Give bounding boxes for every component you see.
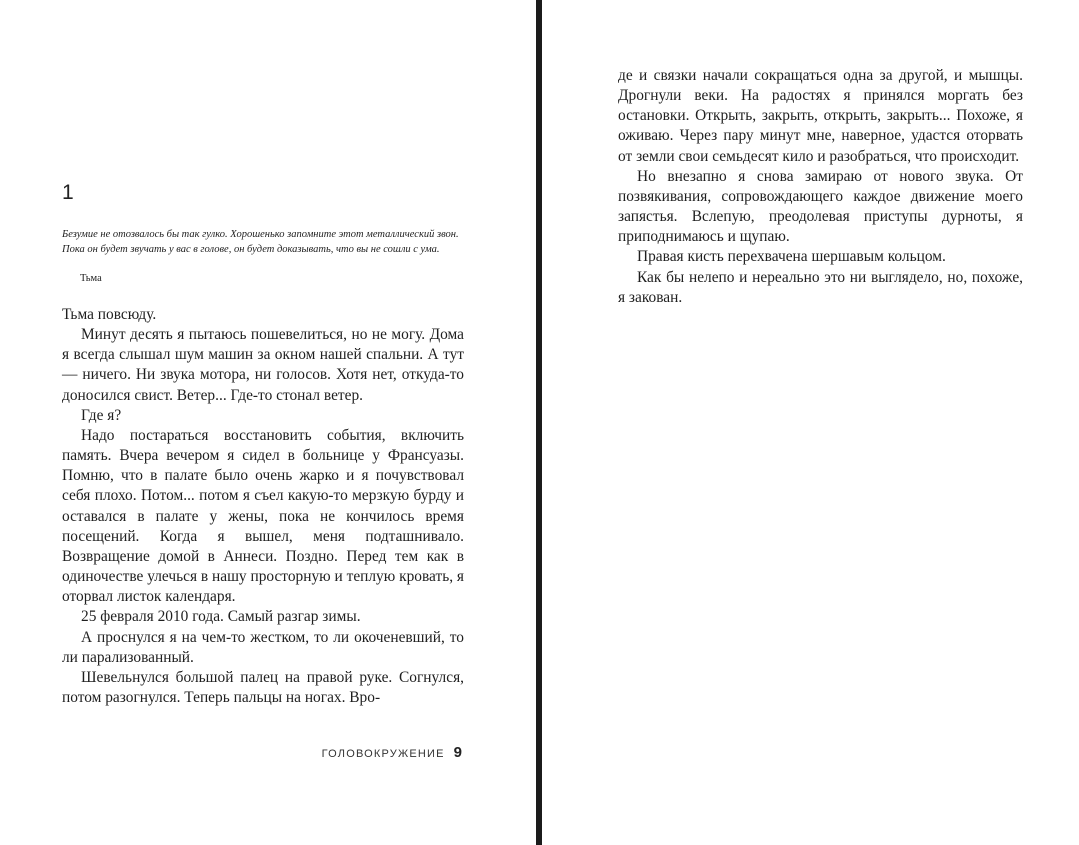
paragraph: Тьма повсюду. xyxy=(62,306,157,323)
right-page xyxy=(542,0,1079,845)
paragraph: 25 февраля 2010 года. Самый разгар зимы. xyxy=(81,608,361,626)
paragraph: Но внезапно я снова замираю от нового звука. От позвякивания, сопровождающего каждое движение моего запястья. Вслепую, преодолевая приступы дурноты, я приподнимаюсь и щупаю. xyxy=(618,167,1023,246)
paragraph: А проснулся я на чем-то жестком, то ли окоченевший, то ли парализованный. xyxy=(62,628,464,666)
page-number: 9 xyxy=(453,744,462,761)
paragraph: Как бы нелепо и нереально это ни выглядело, но, похоже, я закован. xyxy=(618,268,1023,306)
paragraph: Надо постараться восстановить события, включить память. Вчера вечером я сидел в больнице у Франсуазы. Помню, что в палате было очень жарко и я почувствовал себя плохо. Потом... потом я съел какую-то мерзкую бурду и оставался в палате у жены, пока не кончилось время посещений. Когда я вышел, меня подташнивало. Возвращение домой в Аннеси. Поздно. Перед тем как в одиночестве улечься в нашу просторную и теплую кровать, я оторвал листок календаря. xyxy=(62,426,464,606)
epigraph-text: Безумие не отозвалось бы так гулко. Хорошенько запомните этот металлический звон. Пока он будет звучать у вас в голове, он будет доказывать, что вы не сошли с ума. xyxy=(62,229,459,255)
paragraph: Шевельнулся большой палец на правой руке. Согнулся, потом разогнулся. Теперь пальцы на ногах. Вро- xyxy=(62,668,464,706)
left-page xyxy=(0,0,536,845)
right-body-text xyxy=(618,66,1023,308)
page-footer xyxy=(322,744,462,761)
left-body-text xyxy=(62,305,464,708)
paragraph: де и связки начали сокращаться одна за другой, и мышцы. Дрогнули веки. На радостях я принялся моргать без остановки. Открыть, закрыть, открыть, закрыть... Похоже, я оживаю. Через пару минут мне, наверное, удастся оторвать от земли свои семьдесят кило и разобраться, что происходит. xyxy=(618,67,1023,165)
running-title: ГОЛОВОКРУЖЕНИЕ xyxy=(321,748,445,760)
paragraph: Правая кисть перехвачена шершавым кольцом. xyxy=(637,248,946,266)
paragraph: Минут десять я пытаюсь пошевелиться, но не могу. Дома я всегда слышал шум машин за окном нашей спальни. А тут — ничего. Ни звука мотора, ни голосов. Хотя нет, откуда-то доносился свист. Ветер... Где-то стонал ветер. xyxy=(62,326,464,404)
chapter-number: 1 xyxy=(62,181,74,204)
paragraph: Где я? xyxy=(81,406,122,424)
epigraph-author: Тьма xyxy=(80,273,102,284)
